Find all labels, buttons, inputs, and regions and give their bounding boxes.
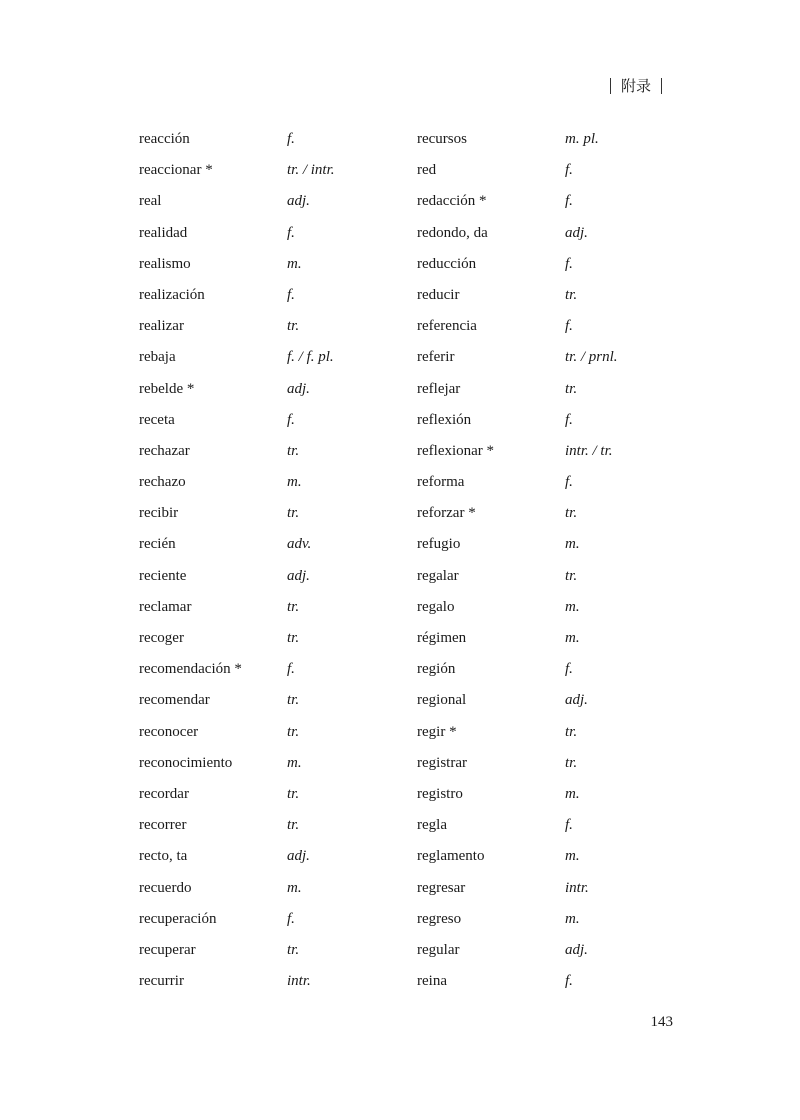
glossary-entry [139, 966, 399, 997]
entry-part-of-speech: m. [565, 785, 580, 802]
glossary-entry [417, 623, 677, 654]
glossary-entry [417, 810, 677, 841]
glossary-entry [417, 748, 677, 779]
entry-word: reflexión [417, 411, 472, 428]
glossary-entry [139, 374, 399, 405]
entry-word: realidad [139, 224, 188, 241]
glossary-entry [139, 779, 399, 810]
glossary-entry [139, 467, 399, 498]
entry-part-of-speech: m. pl. [565, 131, 599, 147]
glossary-entry [139, 529, 399, 560]
glossary-entry [139, 280, 399, 311]
entry-part-of-speech: m. [565, 630, 580, 646]
entry-word: rechazo [139, 474, 186, 491]
glossary-entry [139, 436, 399, 467]
entry-word: reclamar [139, 598, 192, 615]
entry-part-of-speech: f. [565, 817, 573, 834]
entry-word: régimen [417, 630, 467, 646]
entry-word: regalar [417, 567, 459, 584]
entry-part-of-speech: f. [565, 661, 573, 678]
glossary-entry [417, 529, 677, 560]
entry-part-of-speech: m. [287, 474, 302, 491]
glossary-entry [139, 841, 399, 872]
entry-word: reflexionar * [417, 442, 495, 459]
entry-word: registro [417, 785, 463, 802]
entry-word: regular [417, 941, 460, 958]
glossary-entry [417, 280, 677, 311]
entry-word: regresar [417, 879, 466, 896]
entry-part-of-speech: m. [287, 255, 302, 272]
glossary-entry [417, 405, 677, 436]
entry-word: rechazar [139, 442, 190, 459]
entry-word: reconocimiento [139, 754, 233, 771]
glossary-column-left [139, 124, 399, 997]
glossary-entry [417, 841, 677, 872]
entry-part-of-speech: f. / f. pl. [287, 349, 334, 366]
entry-word: registrar [417, 754, 467, 771]
entry-part-of-speech: tr. / prnl. [565, 349, 618, 366]
entry-word: reacción [139, 131, 190, 147]
entry-word: regalo [417, 598, 455, 615]
glossary-entry [139, 748, 399, 779]
entry-part-of-speech: tr. [287, 505, 300, 522]
entry-word: recuerdo [139, 879, 192, 896]
glossary-entry [139, 124, 399, 155]
glossary-entry [417, 561, 677, 592]
entry-part-of-speech: tr. [287, 692, 300, 709]
entry-word: reforma [417, 474, 465, 491]
entry-part-of-speech: adj. [287, 380, 310, 397]
entry-part-of-speech: tr. [287, 723, 300, 740]
entry-part-of-speech: tr. [287, 318, 300, 335]
entry-word: reforzar * [417, 505, 476, 522]
glossary-entry [139, 342, 399, 373]
entry-part-of-speech: intr. [287, 973, 311, 990]
entry-word: recuperar [139, 941, 196, 958]
glossary-entry [417, 685, 677, 716]
section-title: 附录 [621, 77, 652, 95]
glossary-entry [417, 717, 677, 748]
entry-part-of-speech: adj. [287, 193, 310, 210]
entry-part-of-speech: intr. [565, 879, 589, 896]
glossary-column-right [417, 124, 677, 997]
entry-word: red [417, 162, 437, 179]
entry-part-of-speech: f. [565, 162, 573, 179]
entry-part-of-speech: f. [565, 973, 573, 990]
entry-part-of-speech: f. [287, 224, 295, 241]
glossary-entry [417, 873, 677, 904]
entry-word: regreso [417, 910, 462, 927]
entry-part-of-speech: m. [565, 536, 580, 553]
glossary-entry [417, 498, 677, 529]
glossary-entry [417, 249, 677, 280]
entry-word: referir [417, 349, 455, 366]
glossary-entry [139, 685, 399, 716]
entry-part-of-speech: m. [565, 848, 580, 865]
entry-word: recomendar [139, 692, 210, 709]
glossary-entry [417, 904, 677, 935]
entry-word: regir * [417, 723, 457, 740]
glossary-entry [139, 654, 399, 685]
entry-word: realizar [139, 318, 184, 335]
entry-word: realización [139, 286, 205, 303]
entry-part-of-speech: tr. [287, 941, 300, 958]
glossary-entry [139, 249, 399, 280]
glossary-entry [139, 935, 399, 966]
entry-part-of-speech: f. [565, 255, 573, 272]
glossary-entry [417, 311, 677, 342]
entry-part-of-speech: m. [287, 754, 302, 771]
entry-part-of-speech: intr. / tr. [565, 442, 613, 459]
header-divider-right [661, 78, 662, 94]
glossary-entry [417, 374, 677, 405]
entry-part-of-speech: f. [565, 318, 573, 335]
entry-word: recomendación * [139, 661, 242, 678]
entry-part-of-speech: tr. [287, 442, 300, 459]
entry-word: reina [417, 973, 447, 990]
entry-part-of-speech: tr. [287, 817, 300, 834]
entry-word: recursos [417, 131, 467, 147]
entry-part-of-speech: f. [565, 193, 573, 210]
entry-part-of-speech: adj. [565, 692, 588, 709]
entry-word: receta [139, 411, 175, 428]
glossary-entry [417, 654, 677, 685]
entry-part-of-speech: f. [287, 131, 295, 147]
glossary-entry [139, 810, 399, 841]
glossary-entry [139, 498, 399, 529]
glossary-entry [139, 873, 399, 904]
glossary-entry [139, 623, 399, 654]
entry-part-of-speech: tr. [565, 567, 578, 584]
entry-word: recurrir [139, 973, 184, 990]
entry-word: referencia [417, 318, 477, 335]
glossary-entry [139, 561, 399, 592]
entry-part-of-speech: tr. [565, 505, 578, 522]
entry-word: recuperación [139, 910, 217, 927]
running-header [610, 75, 662, 96]
entry-part-of-speech: adj. [287, 567, 310, 584]
entry-word: reducir [417, 286, 460, 303]
entry-part-of-speech: m. [287, 879, 302, 896]
entry-word: realismo [139, 255, 191, 272]
entry-word: recorrer [139, 817, 187, 834]
entry-part-of-speech: tr. [287, 630, 300, 646]
entry-word: reglamento [417, 848, 485, 865]
entry-part-of-speech: tr. [565, 754, 578, 771]
glossary-entry [139, 218, 399, 249]
glossary-entry [417, 155, 677, 186]
entry-word: refugio [417, 536, 461, 553]
glossary-entry [139, 155, 399, 186]
glossary-entry [417, 436, 677, 467]
entry-word: real [139, 193, 162, 210]
entry-word: regional [417, 692, 467, 709]
entry-word: reciente [139, 567, 187, 584]
entry-part-of-speech: f. [565, 474, 573, 491]
entry-part-of-speech: tr. [287, 785, 300, 802]
glossary-entry [139, 717, 399, 748]
entry-part-of-speech: adj. [287, 848, 310, 865]
entry-part-of-speech: f. [287, 411, 295, 428]
entry-word: recordar [139, 785, 189, 802]
glossary-entry [417, 592, 677, 623]
glossary-entry [417, 779, 677, 810]
entry-part-of-speech: adj. [565, 941, 588, 958]
entry-part-of-speech: tr. [565, 286, 578, 303]
glossary-entry [139, 592, 399, 623]
entry-part-of-speech: adv. [287, 536, 312, 553]
entry-word: reconocer [139, 723, 199, 740]
entry-word: reflejar [417, 380, 461, 397]
header-divider-left [610, 78, 611, 94]
entry-word: regla [417, 817, 447, 834]
glossary-entry [139, 405, 399, 436]
entry-word: rebelde * [139, 380, 195, 397]
entry-word: reaccionar * [139, 162, 213, 179]
glossary-entry [417, 935, 677, 966]
entry-part-of-speech: f. [565, 411, 573, 428]
entry-word: redondo, da [417, 224, 488, 241]
entry-word: recoger [139, 630, 184, 646]
entry-word: recto, ta [139, 848, 188, 865]
entry-word: reducción [417, 255, 477, 272]
glossary-entry [417, 966, 677, 997]
entry-part-of-speech: m. [565, 598, 580, 615]
entry-part-of-speech: tr. [565, 380, 578, 397]
entry-part-of-speech: tr. [565, 723, 578, 740]
entry-word: recibir [139, 505, 179, 522]
glossary-entry [417, 124, 677, 155]
page-number: 143 [650, 1014, 673, 1030]
glossary-entry [417, 467, 677, 498]
entry-part-of-speech: f. [287, 661, 295, 678]
entry-part-of-speech: f. [287, 286, 295, 303]
entry-part-of-speech: tr. [287, 598, 300, 615]
entry-word: redacción * [417, 193, 487, 210]
entry-word: recién [139, 536, 176, 553]
glossary-entry [417, 342, 677, 373]
glossary-entry [139, 311, 399, 342]
glossary-entry [417, 186, 677, 217]
glossary-entry [139, 904, 399, 935]
entry-part-of-speech: tr. / intr. [287, 162, 335, 179]
glossary-entry [417, 218, 677, 249]
entry-part-of-speech: f. [287, 910, 295, 927]
glossary-entry [139, 186, 399, 217]
entry-word: rebaja [139, 349, 176, 366]
entry-part-of-speech: adj. [565, 224, 588, 241]
entry-word: región [417, 661, 456, 678]
entry-part-of-speech: m. [565, 910, 580, 927]
